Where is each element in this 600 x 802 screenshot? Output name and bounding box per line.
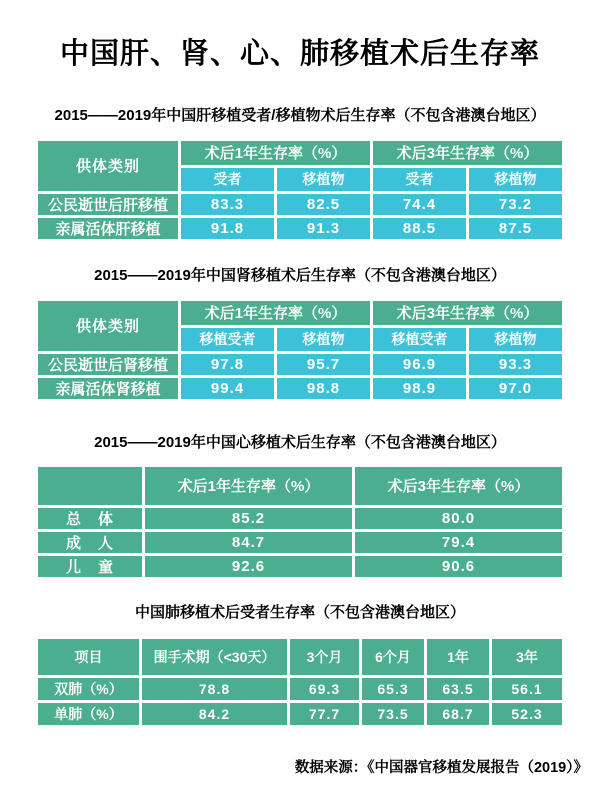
row-label-cell: 双肺（%） [38, 678, 139, 700]
liver-table-title: 2015——2019年中国肝移植受者/移植物术后生存率（不包含港澳台地区） [54, 106, 546, 124]
group-header-cell: 术后3年生存率（%） [355, 467, 562, 505]
kidney-transplant-table [35, 298, 565, 402]
value-cell: 96.9 [373, 354, 466, 375]
column-header-cell: 围手术期（<30天） [142, 639, 287, 675]
value-cell: 91.8 [181, 218, 274, 239]
kidney-table-title: 2015——2019年中国肾移植术后生存率（不包含港澳台地区） [94, 266, 506, 284]
value-cell: 98.8 [277, 378, 370, 399]
row-label-cell: 总 体 [38, 508, 142, 529]
group-header-cell: 术后1年生存率（%） [181, 141, 370, 165]
value-cell: 87.5 [469, 218, 562, 239]
row-label-cell: 亲属活体肾移植 [38, 378, 178, 399]
table-row [38, 508, 562, 529]
row-label-cell: 儿 童 [38, 556, 142, 577]
table-row [38, 678, 562, 700]
column-header-cell: 3年 [492, 639, 562, 675]
heart-transplant-table [35, 464, 565, 580]
lung-table-title: 中国肺移植术后受者生存率（不包含港澳台地区） [134, 603, 465, 621]
value-cell: 56.1 [492, 678, 562, 700]
row-label-cell: 亲属活体肝移植 [38, 218, 178, 239]
group-header-cell: 术后1年生存率（%） [145, 467, 352, 505]
value-cell: 77.7 [290, 703, 359, 725]
sub-header-cell: 移植受者 [373, 328, 466, 351]
column-header-cell: 3个月 [290, 639, 359, 675]
value-cell: 52.3 [492, 703, 562, 725]
value-cell: 97.8 [181, 354, 274, 375]
row-label-cell: 公民逝世后肾移植 [38, 354, 178, 375]
column-header-cell: 6个月 [362, 639, 424, 675]
sub-header-cell: 受者 [373, 168, 466, 191]
value-cell: 93.3 [469, 354, 562, 375]
sub-header-cell: 移植物 [469, 168, 562, 191]
value-cell: 65.3 [362, 678, 424, 700]
row-label-cell: 公民逝世后肝移植 [38, 194, 178, 215]
value-cell: 78.8 [142, 678, 287, 700]
value-cell: 79.4 [355, 532, 562, 553]
value-cell: 98.9 [373, 378, 466, 399]
table-row [38, 354, 562, 375]
value-cell: 91.3 [277, 218, 370, 239]
table-row [38, 532, 562, 553]
group-header-cell: 术后3年生存率（%） [373, 141, 562, 165]
row-label-cell: 成 人 [38, 532, 142, 553]
table-row [38, 218, 562, 239]
value-cell: 83.3 [181, 194, 274, 215]
table-row [38, 378, 562, 399]
column-header-cell: 1年 [427, 639, 489, 675]
corner-header-cell: 供体类别 [38, 141, 178, 191]
sub-header-cell: 移植物 [469, 328, 562, 351]
value-cell: 73.5 [362, 703, 424, 725]
row-label-cell: 单肺（%） [38, 703, 139, 725]
table-row [38, 703, 562, 725]
value-cell: 73.2 [469, 194, 562, 215]
table-row [38, 194, 562, 215]
value-cell: 99.4 [181, 378, 274, 399]
sub-header-cell: 移植物 [277, 328, 370, 351]
corner-header-cell [38, 467, 142, 505]
value-cell: 88.5 [373, 218, 466, 239]
value-cell: 95.7 [277, 354, 370, 375]
value-cell: 97.0 [469, 378, 562, 399]
value-cell: 90.6 [355, 556, 562, 577]
value-cell: 63.5 [427, 678, 489, 700]
sub-header-cell: 移植受者 [181, 328, 274, 351]
group-header-cell: 术后3年生存率（%） [373, 301, 562, 325]
value-cell: 80.0 [355, 508, 562, 529]
column-header-cell: 项目 [38, 639, 139, 675]
value-cell: 84.2 [142, 703, 287, 725]
sub-header-cell: 移植物 [277, 168, 370, 191]
heart-table-title: 2015——2019年中国心移植术后生存率（不包含港澳台地区） [94, 433, 506, 451]
group-header-cell: 术后1年生存率（%） [181, 301, 370, 325]
value-cell: 92.6 [145, 556, 352, 577]
sub-header-cell: 受者 [181, 168, 274, 191]
value-cell: 74.4 [373, 194, 466, 215]
data-source-note: 数据来源：《中国器官移植发展报告（2019）》 [294, 759, 588, 776]
corner-header-cell: 供体类别 [38, 301, 178, 351]
value-cell: 82.5 [277, 194, 370, 215]
lung-transplant-table [35, 636, 565, 728]
main-title: 中国肝、肾、心、肺移植术后生存率 [59, 38, 540, 70]
table-row [38, 556, 562, 577]
value-cell: 84.7 [145, 532, 352, 553]
value-cell: 68.7 [427, 703, 489, 725]
value-cell: 69.3 [290, 678, 359, 700]
liver-transplant-table [35, 138, 565, 242]
value-cell: 85.2 [145, 508, 352, 529]
